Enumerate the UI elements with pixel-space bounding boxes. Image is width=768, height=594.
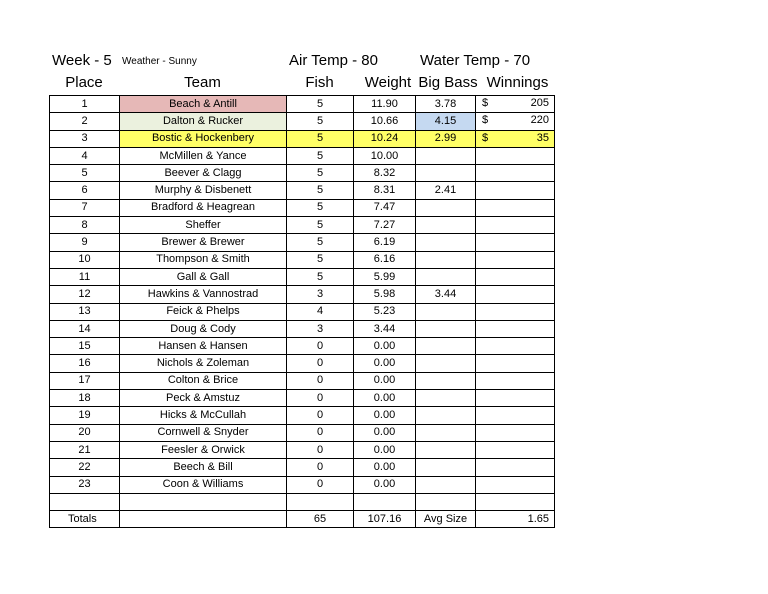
team-cell: Hawkins & Vannostrad [120, 286, 287, 303]
table-row [50, 165, 555, 182]
team-cell: Colton & Brice [120, 372, 287, 389]
weight-cell: 11.90 [354, 96, 416, 113]
big-bass-cell [416, 303, 476, 320]
weight-cell: 5.23 [354, 303, 416, 320]
water-temp-label: Water Temp - 70 [420, 52, 531, 69]
team-cell: McMillen & Yance [120, 147, 287, 164]
fish-cell: 5 [287, 199, 354, 216]
fish-cell: 0 [287, 459, 354, 476]
fish-cell: 5 [287, 113, 354, 130]
team-cell: Beever & Clagg [120, 165, 287, 182]
weight-cell: 0.00 [354, 355, 416, 372]
weight-cell: 3.44 [354, 320, 416, 337]
big-bass-cell [416, 268, 476, 285]
weight-cell: 5.98 [354, 286, 416, 303]
winnings-cell [476, 130, 555, 147]
fish-cell: 5 [287, 234, 354, 251]
big-bass-cell [416, 147, 476, 164]
team-cell: Nichols & Zoleman [120, 355, 287, 372]
winnings-cell [476, 182, 555, 199]
table-row [50, 338, 555, 355]
big-bass-cell [416, 372, 476, 389]
fish-cell: 5 [287, 217, 354, 234]
winnings-cell [476, 459, 555, 476]
winnings-cell [476, 390, 555, 407]
big-bass-cell [416, 390, 476, 407]
big-bass-cell [416, 407, 476, 424]
place-cell: 4 [50, 147, 120, 164]
place-cell: 6 [50, 182, 120, 199]
table-row [50, 476, 555, 493]
winnings-cell [476, 355, 555, 372]
weight-cell: 0.00 [354, 424, 416, 441]
team-cell: Thompson & Smith [120, 251, 287, 268]
big-bass-cell [416, 424, 476, 441]
place-cell: 15 [50, 338, 120, 355]
team-cell: Hicks & McCullah [120, 407, 287, 424]
team-cell: Beach & Antill [120, 96, 287, 113]
table-row [50, 390, 555, 407]
winnings-cell [476, 303, 555, 320]
team-cell: Bostic & Hockenbery [120, 130, 287, 147]
totals-fish: 65 [287, 511, 354, 528]
big-bass-cell: 2.99 [416, 130, 476, 147]
place-cell: 3 [50, 130, 120, 147]
place-cell: 20 [50, 424, 120, 441]
dollar-sign: $ [482, 131, 489, 144]
weight-cell: 0.00 [354, 407, 416, 424]
big-bass-cell [416, 251, 476, 268]
weight-cell: 0.00 [354, 459, 416, 476]
fish-cell: 0 [287, 372, 354, 389]
fish-cell: 3 [287, 320, 354, 337]
totals-weight: 107.16 [354, 511, 416, 528]
winnings-cell [476, 286, 555, 303]
weight-cell: 0.00 [354, 476, 416, 493]
winnings-cell [476, 147, 555, 164]
weight-cell: 8.32 [354, 165, 416, 182]
big-bass-cell: 3.44 [416, 286, 476, 303]
winnings-cell [476, 113, 555, 130]
winnings-cell [476, 96, 555, 113]
fish-cell: 5 [287, 268, 354, 285]
fish-cell: 0 [287, 355, 354, 372]
fish-cell: 0 [287, 441, 354, 458]
weight-cell: 0.00 [354, 441, 416, 458]
big-bass-cell [416, 217, 476, 234]
team-cell: Murphy & Disbenett [120, 182, 287, 199]
team-cell: Hansen & Hansen [120, 338, 287, 355]
big-bass-cell [416, 476, 476, 493]
table-row [50, 234, 555, 251]
fish-cell: 5 [287, 96, 354, 113]
results-table [49, 95, 555, 528]
place-cell: 8 [50, 217, 120, 234]
weight-cell: 7.47 [354, 199, 416, 216]
team-cell: Coon & Williams [120, 476, 287, 493]
totals-team-empty [120, 511, 287, 528]
dollar-sign: $ [482, 97, 489, 109]
fish-cell: 5 [287, 165, 354, 182]
winnings-cell [476, 320, 555, 337]
weight-cell: 8.31 [354, 182, 416, 199]
team-cell: Feick & Phelps [120, 303, 287, 320]
team-cell: Feesler & Orwick [120, 441, 287, 458]
team-cell: Dalton & Rucker [120, 113, 287, 130]
table-row [50, 199, 555, 216]
place-cell: 12 [50, 286, 120, 303]
col-header-team: Team [184, 74, 221, 91]
table-row [50, 355, 555, 372]
dollar-sign: $ [482, 114, 489, 127]
table-row [50, 268, 555, 285]
place-cell: 2 [50, 113, 120, 130]
team-cell: Brewer & Brewer [120, 234, 287, 251]
results-body [50, 96, 555, 494]
fish-cell: 0 [287, 476, 354, 493]
place-cell: 7 [50, 199, 120, 216]
totals-label: Totals [50, 511, 120, 528]
weight-cell: 6.16 [354, 251, 416, 268]
big-bass-cell [416, 320, 476, 337]
big-bass-cell [416, 355, 476, 372]
place-cell: 19 [50, 407, 120, 424]
winnings-cell [476, 476, 555, 493]
winnings-amount: 205 [530, 97, 549, 109]
winnings-cell [476, 424, 555, 441]
fish-cell: 4 [287, 303, 354, 320]
big-bass-cell: 2.41 [416, 182, 476, 199]
winnings-cell [476, 268, 555, 285]
team-cell: Peck & Amstuz [120, 390, 287, 407]
col-header-weight: Weight [364, 74, 412, 91]
weight-cell: 6.19 [354, 234, 416, 251]
team-cell: Doug & Cody [120, 320, 287, 337]
big-bass-cell [416, 165, 476, 182]
place-cell: 23 [50, 476, 120, 493]
col-header-winnings: Winnings [486, 74, 549, 91]
avg-size-label: Avg Size [416, 511, 476, 528]
big-bass-cell: 4.15 [416, 113, 476, 130]
fish-cell: 5 [287, 251, 354, 268]
place-cell: 9 [50, 234, 120, 251]
weight-cell: 10.00 [354, 147, 416, 164]
avg-size-value: 1.65 [476, 511, 555, 528]
col-header-big-bass: Big Bass [418, 74, 478, 91]
table-row [50, 286, 555, 303]
fish-cell: 5 [287, 182, 354, 199]
winnings-cell [476, 199, 555, 216]
table-row [50, 96, 555, 113]
table-row [50, 459, 555, 476]
place-cell: 21 [50, 441, 120, 458]
big-bass-cell [416, 338, 476, 355]
table-row [50, 441, 555, 458]
table-row [50, 407, 555, 424]
winnings-cell [476, 165, 555, 182]
fish-cell: 5 [287, 147, 354, 164]
winnings-cell [476, 217, 555, 234]
col-header-place: Place [65, 74, 103, 91]
totals-row [50, 511, 555, 528]
place-cell: 17 [50, 372, 120, 389]
team-cell: Beech & Bill [120, 459, 287, 476]
table-row [50, 303, 555, 320]
weight-cell: 10.24 [354, 130, 416, 147]
table-row [50, 182, 555, 199]
big-bass-cell [416, 441, 476, 458]
big-bass-cell [416, 459, 476, 476]
place-cell: 11 [50, 268, 120, 285]
table-row [50, 372, 555, 389]
winnings-cell [476, 372, 555, 389]
team-cell: Sheffer [120, 217, 287, 234]
place-cell: 5 [50, 165, 120, 182]
team-cell: Cornwell & Snyder [120, 424, 287, 441]
place-cell: 10 [50, 251, 120, 268]
weight-cell: 0.00 [354, 390, 416, 407]
weight-cell: 10.66 [354, 113, 416, 130]
table-row [50, 320, 555, 337]
table-row [50, 251, 555, 268]
table-row [50, 130, 555, 147]
table-row [50, 113, 555, 130]
week-label: Week - 5 [52, 52, 112, 69]
fish-cell: 0 [287, 424, 354, 441]
weight-cell: 0.00 [354, 372, 416, 389]
winnings-amount: 220 [530, 114, 549, 127]
place-cell: 14 [50, 320, 120, 337]
table-row [50, 147, 555, 164]
fish-cell: 5 [287, 130, 354, 147]
blank-row [50, 493, 555, 510]
fish-cell: 0 [287, 338, 354, 355]
big-bass-cell [416, 234, 476, 251]
fish-cell: 3 [287, 286, 354, 303]
winnings-cell [476, 441, 555, 458]
big-bass-cell [416, 199, 476, 216]
weight-cell: 0.00 [354, 338, 416, 355]
weight-cell: 7.27 [354, 217, 416, 234]
winnings-cell [476, 407, 555, 424]
col-header-fish: Fish [305, 74, 334, 91]
weight-cell: 5.99 [354, 268, 416, 285]
winnings-cell [476, 251, 555, 268]
winnings-cell [476, 338, 555, 355]
place-cell: 16 [50, 355, 120, 372]
place-cell: 22 [50, 459, 120, 476]
air-temp-label: Air Temp - 80 [289, 52, 378, 69]
team-cell: Bradford & Heagrean [120, 199, 287, 216]
weather-label: Weather - Sunny [122, 56, 197, 67]
winnings-cell [476, 234, 555, 251]
place-cell: 1 [50, 96, 120, 113]
table-row [50, 217, 555, 234]
team-cell: Gall & Gall [120, 268, 287, 285]
place-cell: 13 [50, 303, 120, 320]
fish-cell: 0 [287, 390, 354, 407]
place-cell: 18 [50, 390, 120, 407]
big-bass-cell: 3.78 [416, 96, 476, 113]
fish-cell: 0 [287, 407, 354, 424]
table-row [50, 424, 555, 441]
winnings-amount: 35 [536, 131, 549, 144]
